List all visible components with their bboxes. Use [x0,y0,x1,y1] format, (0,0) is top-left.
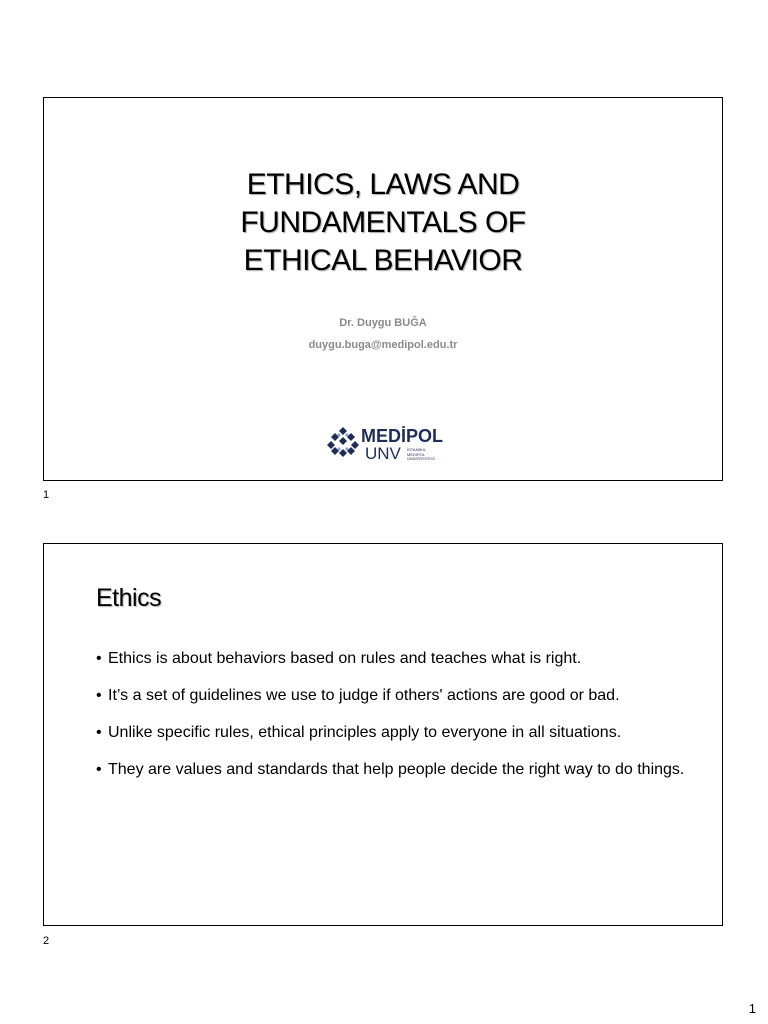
bullet-item: • Unlike specific rules, ethical principles apply to everyone in all situations. [96,722,686,743]
author-name: Dr. Duygu BUĞA [339,317,427,329]
logo-main-text: MEDİPOL [361,426,444,446]
slide-title [44,166,722,280]
bullet-item: • Ethics is about behaviors based on rules and teaches what is right. [96,648,686,669]
logo-tiny-line-2: MEDİPOL [407,451,426,457]
bullet-list [96,648,686,796]
title-line-2: FUNDAMENTALS OF [240,206,526,239]
title-line-3: ETHICAL BEHAVIOR [243,244,523,277]
logo-sub-text: UNV [365,444,401,463]
medipol-logo [327,425,447,467]
slide-2 [43,543,723,926]
bullet-item: • They are values and standards that help people decide the right way to do things. [96,759,686,780]
slide-number-2: 2 [43,935,50,947]
logo-tiny-text [407,448,447,462]
medipol-logo-icon [327,425,359,461]
logo-tiny-line-1: İSTANBUL [407,447,427,452]
author-email: duygu.buga@medipol.edu.tr [308,339,458,351]
slide-1 [43,97,723,481]
slide-number-1: 1 [43,489,50,501]
slide-heading: Ethics [96,584,162,612]
title-line-1: ETHICS, LAWS AND [246,168,520,201]
page-number: 1 [748,1001,756,1016]
bullet-item: • It’s a set of guidelines we use to judge if others' actions are good or bad. [96,685,686,706]
logo-tiny-line-3: ÜNİVERSİTESİ [407,456,435,461]
